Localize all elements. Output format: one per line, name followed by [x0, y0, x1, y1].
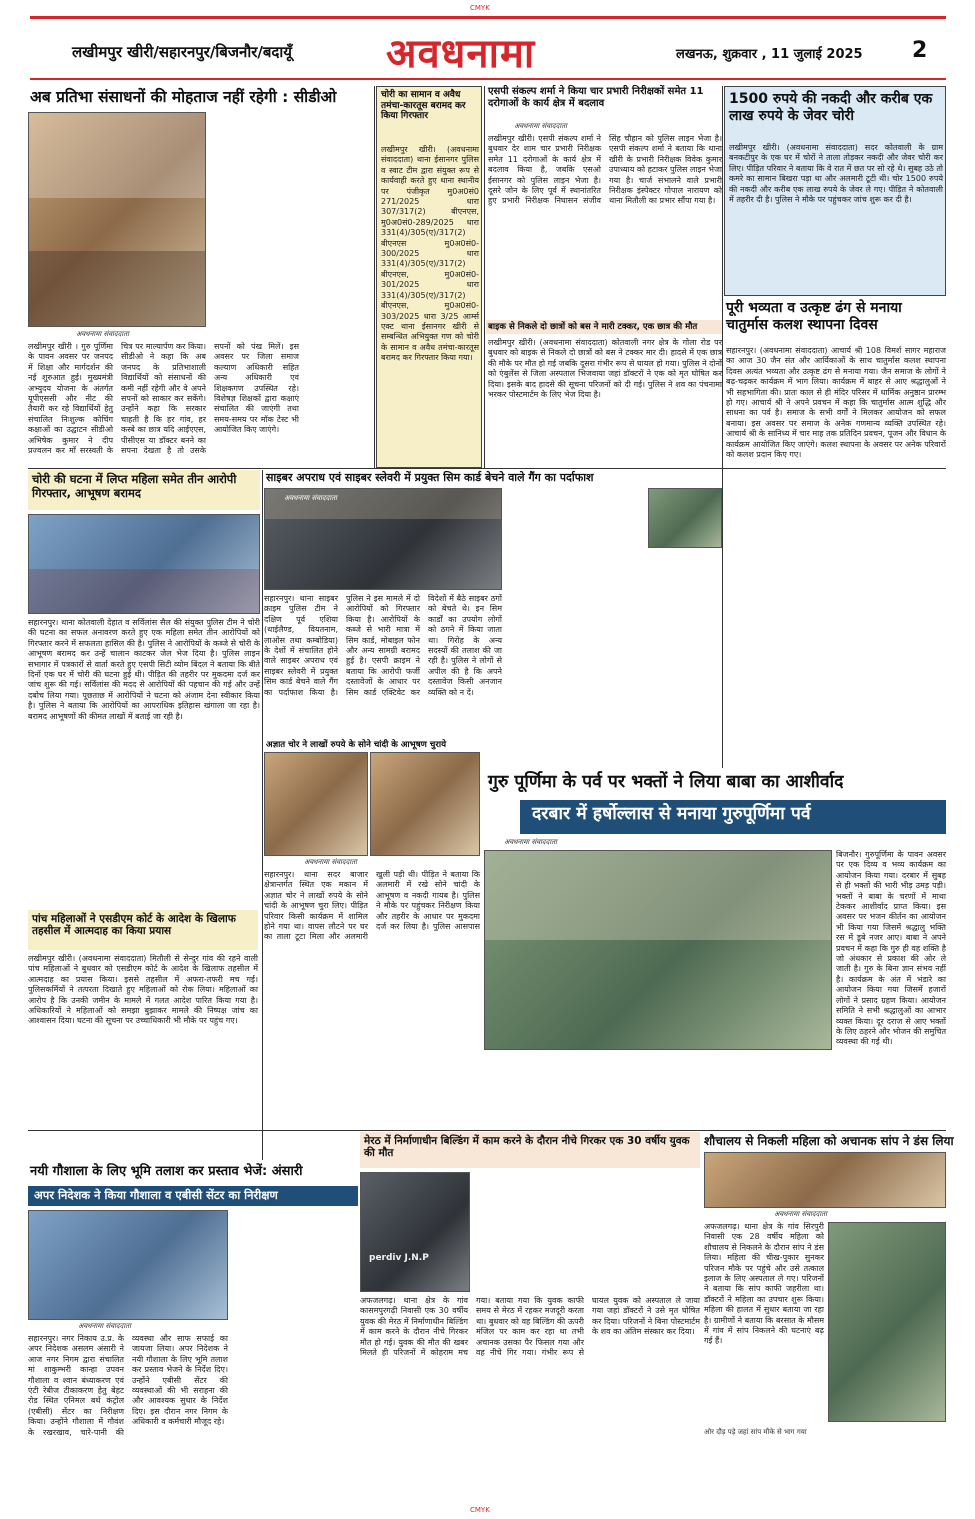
edition-label: लखीमपुर खीरी/सहारनपुर/बिजनौर/बदायूँ	[72, 43, 292, 61]
article-cyber-photo	[264, 488, 502, 590]
column-rule	[262, 470, 263, 1160]
masthead-logo	[380, 20, 600, 76]
article-jewel-headline: 1500 रुपये की नकदी और करीब एक लाख रुपये के जेवर चोरी	[729, 91, 933, 124]
article-unknown-thief-photo	[264, 752, 368, 856]
article-cdo	[28, 86, 373, 466]
article-guru-purnima	[484, 770, 946, 1130]
article-guru-headline: गुरु पूर्णिमा के पर्व पर भक्तों ने लिया बाबा का आशीर्वाद	[488, 772, 844, 792]
article-chaturmas	[724, 298, 946, 768]
column-rule	[722, 86, 723, 768]
article-gaushala	[28, 1162, 358, 1492]
article-unknown-thief	[264, 738, 480, 948]
article-bus-accident	[486, 320, 722, 468]
article-chaturmas-headline: पूरी भव्यता व उत्कृष्ट ढंग से मनाया चातुर्मास कलश स्थापना दिवस	[726, 300, 902, 333]
article-meerut-photo	[360, 1172, 470, 1292]
article-guru-body-cont	[484, 1054, 832, 1130]
article-guru-subheadline: दरबार में हर्षोल्लास से मनाया गुरुपूर्णिमा पर्व	[532, 804, 811, 824]
article-meerut-headline: मेरठ में निर्माणाधीन बिल्डिंग में काम करने के दौरान नीचे गिरकर एक 30 वर्षीय युवक की मौत	[364, 1135, 690, 1160]
article-unknown-thief-photo-2	[370, 752, 480, 856]
article-snake-body: अफजलगढ़। थाना क्षेत्र के गांव सिरपुरी निवासी एक 28 वर्षीय महिला को शौचालय से निकलने के दौरान सांप ने डंस लिया। महिला की चीख-पुकार सुनकर परिजन मौके पर पहुंचे और उसे तत्काल इलाज के लिए अस्पताल ले गए। परिजनों ने बताया कि सांप काफी जहरीला था। डॉक्टरों ने महिला का उपचार शुरू किया। महिला की हालत में सुधार बताया जा रहा है। ग्रामीणों ने बताया कि बरसात के मौसम में गांव में सांप निकलने की घटनाएं बढ़ गई हैं।	[704, 1222, 825, 1346]
article-snake-caption-2: ओर दौड़ पड़े जहां सांप मौके से भाग गया	[704, 1428, 807, 1436]
article-gaushala-body: सहारनपुर। नगर निकाय उ.प्र. के अपर निदेशक असलम अंसारी ने आज नगर निगम द्वारा संचालित मां शाकुम्भरी कान्हा उपवन गौशाला व श्वान बंध्याकरण एवं एंटी रेबीज टीकाकरण हेतु बेहट रोड स्थित एनिमल बर्थ कंट्रोल (एबीसी) सेंटर का निरीक्षण किया। उन्होंने गौशाला में गौवंश के रखरखाव, चारे-पानी की व्यवस्था और साफ सफाई का जायजा लिया। अपर निदेशक ने नयी गौशाला के लिए भूमि तलाश कर प्रस्ताव भेजने के निर्देश दिए। उन्होंने एबीसी सेंटर की व्यवस्थाओं की भी सराहना की और आवश्यक सुधार के निर्देश दिए। इस दौरान नगर निगम के अधिकारी व कर्मचारी मौजूद रहे।	[28, 1334, 228, 1437]
article-bus-headline: बाइक से निकले दो छात्रों को बस ने मारी टक्कर, एक छात्र की मौत	[488, 322, 698, 332]
article-sp-caption: अवधनामा संवाददाता	[514, 122, 567, 130]
article-cyber-body: सहारनपुर। थाना साइबर क्राइम पुलिस टीम ने दक्षिण पूर्व एशिया (थाईलैण्ड, वियतनाम, लाओस तथा कम्बोडिया) के देशों में संचालित होने वाले साइबर अपराध एवं साइबर स्लेवरी में प्रयुक्त सिम कार्ड बेचने वाले गैंग का पर्दाफाश किया है। पुलिस ने इस मामले में दो आरोपियों को गिरफ्तार किया है। आरोपियों के कब्जे से भारी मात्रा में सिम कार्ड, मोबाइल फोन और अन्य सामग्री बरामद हुई है। एसपी क्राइम ने बताया कि आरोपी फर्जी दस्तावेजों के आधार पर सिम कार्ड एक्टिवेट कर विदेशों में बैठे साइबर ठगों को बेचते थे। इन सिम कार्डों का उपयोग लोगों को ठगने में किया जाता था। गिरोह के अन्य सदस्यों की तलाश की जा रही है। पुलिस ने लोगों से अपील की है कि अपने दस्तावेज किसी अनजान व्यक्ति को न दें।	[264, 594, 502, 697]
article-arms	[376, 86, 482, 468]
article-snake-photo	[704, 1152, 946, 1208]
article-sp-headline: एसपी संकल्प शर्मा ने किया चार प्रभारी निरीक्षकों समेत 11 दरोगाओं के कार्य क्षेत्र में बदलाव	[488, 86, 704, 109]
article-woman-theft-photo	[28, 514, 260, 614]
article-cyber-body-cont	[506, 550, 722, 736]
article-meerut-death	[360, 1132, 700, 1492]
article-jewel-body: लखीमपुर खीरी। (अवधनामा संवाददाता) सदर कोतवाली के ग्राम बनकटीपुर के एक घर में चोरों ने ताला तोड़कर नकदी और जेवर चोरी कर लिए। पीड़ित परिवार ने बताया कि वे रात में छत पर सो रहे थे। सुबह उठे तो कमरे का सामान बिखरा पड़ा था और अलमारी टूटी थी। चोर 1500 रुपये की नकदी और करीब एक लाख रुपये के जेवर ले गए। पीड़ित ने कोतवाली में तहरीर दी है। पुलिस ने मौके पर पहुंचकर जांच शुरू कर दी है।	[729, 143, 943, 205]
article-gaushala-headline: नयी गौशाला के लिए भूमि तलाश कर प्रस्ताव भेजें: अंसारी	[30, 1164, 303, 1179]
horizontal-rule	[28, 468, 946, 469]
article-sp-transfer	[486, 86, 722, 318]
article-woman-theft-headline: चोरी की घटना में लिप्त महिला समेत तीन आरोपी गिरफ्तार, आभूषण बरामद	[32, 472, 237, 500]
issue-date: लखनऊ, शुक्रवार , 11 जुलाई 2025	[676, 47, 863, 62]
article-snake-caption: अवधनामा संवाददाता	[774, 1210, 827, 1218]
article-unknown-thief-body: सहारनपुर। थाना सदर बाजार क्षेत्रान्तर्गत स्थित एक मकान में अज्ञात चोर ने लाखों रुपये के सोने चांदी के आभूषण चुरा लिए। पीड़ित परिवार किसी कार्यक्रम में शामिल होने गया था। वापस लौटने पर घर का ताला टूटा मिला और अलमारी खुली पड़ी थी। पीड़ित ने बताया कि अलमारी में रखे सोने चांदी के आभूषण व नकदी गायब है। पुलिस ने मौके पर पहुंचकर निरीक्षण किया और तहरीर के आधार पर मुकदमा दर्ज कर लिया है। पुलिस आसपास	[264, 870, 480, 942]
bottom-red-rule	[30, 78, 946, 80]
article-arms-headline: चोरी का सामान व अवैध तमंचा-कारतूस बरामद कर किया गिरफ्तार	[381, 90, 466, 122]
article-guru-photo	[484, 850, 832, 1050]
article-cyber-photo-2	[648, 488, 722, 548]
article-gaushala-photo	[28, 1210, 228, 1320]
article-cdo-photo	[28, 112, 206, 327]
article-cyber-headline: साइबर अपराध एवं साइबर स्लेवरी में प्रयुक्त सिम कार्ड बेचने वाले गैंग का पर्दाफाश	[266, 471, 594, 484]
article-cdo-body: लखीमपुर खीरी । गुरु पूर्णिमा के पावन अवसर पर जनपद में शिक्षा और मार्गदर्शन की नई शुरुआत हुई। मुख्यमंत्री अभ्युदय योजना के अंतर्गत यूपीएससी और नीट की तैयारी कर रहे विद्यार्थियों हेतु संचालित निःशुल्क कोचिंग कक्षाओं का उद्घाटन सीडीओ अभिषेक कुमार ने दीप प्रज्वलन कर माँ सरस्वती के चित्र पर माल्यार्पण कर किया। सीडीओ ने कहा कि अब जनपद के प्रतिभाशाली विद्यार्थियों को संसाधनों की कमी नहीं रहेगी और वे अपने सपनों को साकार कर सकेंगे। उन्होंने कहा कि सरकार चाहती है कि हर गांव, हर कस्बे का छात्र यदि आईएएस, पीसीएस या डॉक्टर बनने का सपना देखता है तो उसके सपनों को पंख मिलें। इस अवसर पर जिला समाज कल्याण अधिकारी सहित अन्य अधिकारी एवं शिक्षकगण उपस्थित रहे। विशेषज्ञ शिक्षकों द्वारा कक्षाएं संचालित की जाएंगी तथा समय-समय पर मॉक टेस्ट भी आयोजित किए जाएंगे।	[28, 342, 299, 456]
article-cdo-caption: अवधनामा संवाददाता	[76, 330, 129, 338]
article-snake-photo-2	[828, 1222, 946, 1422]
article-unknown-thief-caption: अवधनामा संवाददाता	[304, 858, 357, 866]
article-sp-body: लखीमपुर खीरी। एसपी संकल्प शर्मा ने बुधवार देर शाम चार प्रभारी निरीक्षक समेत 11 दरोगाओं के कार्य क्षेत्र में बदलाव किया है, जबकि एसओ ईसानगर को पुलिस लाइन भेजा है। दूसरे जोन के लिए पूर्व में स्थानांतरित हुए प्रभारी निरीक्षक निघासन संजीव सिंह चौहान को पुलिस लाइन भेजा है। एसपी संकल्प शर्मा ने बताया कि थाना खीरी के प्रभारी निरीक्षक विवेक कुमार उपाध्याय को हटाकर पुलिस लाइन भेजा गया है। चार्ज संभालने वाले प्रभारी निरीक्षक इंस्पेक्टर गोपाल नारायण को थाना मितौली का प्रभार सौंपा गया है।	[488, 134, 723, 206]
article-arms-body: लखीमपुर खीरी। (अवधनामा संवाददाता) थाना ईसानगर पुलिस व स्वाट टीम द्वारा संयुक्त रूप से कार्यवाही करते हुए थाना स्थानीय पर पंजीकृत मु0अ0सं0 271/2025 धारा 307/317(2) बीएनएस, मु0अ0सं0-289/2025 धारा 331(4)/305(ए)/317(2) बीएनएस मु0अ0सं0-300/2025 धारा 331(4)/305(ए)/317(2) बीएनएस, मु0अ0सं0-301/2025 धारा 331(4)/305(ए)/317(2) बीएनएस, मु0अ0सं0-303/2025 धारा 3/25 आर्म्स एक्ट थाना ईसानगर खीरी से सम्बन्धित अभियुक्त गण को चोरी के सामान व अवैध तमंचा-कारतूस बरामद कर गिरफ्तार किया गया।	[381, 145, 479, 363]
article-bus-body: लखीमपुर खीरी। (अवधनामा संवाददाता) कोतवाली नगर क्षेत्र के गोला रोड पर बुधवार को बाइक से निकले दो छात्रों को बस ने टक्कर मार दी। हादसे में एक छात्र की मौके पर मौत हो गई जबकि दूसरा गंभीर रूप से घायल हो गया। पुलिस ने दोनों को एंबुलेंस से जिला अस्पताल भिजवाया जहां डॉक्टरों ने एक को मृत घोषित कर दिया। इसके बाद हादसे की सूचना परिजनों को दी गई। पुलिस ने शव का पंचनामा भरकर पोस्टमार्टम के लिए भेज दिया है।	[488, 338, 722, 400]
article-jewel-theft	[724, 86, 946, 296]
article-gaushala-body-cont	[232, 1210, 358, 1492]
article-cyber-gang	[264, 470, 722, 736]
article-self-immolation	[28, 910, 258, 1160]
article-chaturmas-body: सहारनपुर। (अवधनामा संवाददाता) आचार्य श्री 108 विमर्श सागर महाराज का आज 30 जैन संत और आर्यिकाओं के साथ चातुर्मास कलश स्थापना दिवस अत्यंत भव्यता और उत्कृष्ट ढंग से मनाया गया। जैन समाज के लोगों ने बढ़-चढ़कर कार्यक्रम में भाग लिया। कार्यक्रम में बाहर से आए श्रद्धालुओं ने भी सहभागिता की। प्रातः काल से ही मंदिर परिसर में धार्मिक अनुष्ठान प्रारम्भ हो गए। आचार्य श्री ने अपने प्रवचन में कहा कि चातुर्मास आत्म शुद्धि और साधना का पर्व है। समाज के सभी वर्गों ने मिलकर आयोजन को सफल बनाया। इस अवसर पर समाज के अनेक गणमान्य व्यक्ति उपस्थित रहे। आचार्य श्री के सानिध्य में चार माह तक प्रतिदिन प्रवचन, पूजन और विधान के कार्यक्रम आयोजित किए जाएंगे। कलश स्थापना के अवसर पर अनेक परिवारों को कलश प्रदान किए गए।	[726, 346, 946, 460]
article-gaushala-subheadline: अपर निदेशक ने किया गौशाला व एबीसी सेंटर का निरीक्षण	[34, 1188, 278, 1202]
article-meerut-photo-text: perdiv J.N.P	[369, 1253, 429, 1263]
top-red-rule	[30, 16, 946, 19]
article-cyber-caption: अवधनामा संवाददाता	[284, 494, 337, 502]
article-gaushala-caption: अवधनामा संवाददाता	[78, 1322, 131, 1330]
masthead	[0, 0, 975, 80]
article-cdo-body-cont	[212, 244, 372, 466]
article-unknown-thief-headline: अज्ञात चोर ने लाखों रुपये के सोने चांदी के आभूषण चुराये	[266, 740, 447, 750]
article-woman-theft-body: सहारनपुर। थाना कोतवाली देहात व सर्विलांस सैल की संयुक्त पुलिस टीम ने चोरी की घटना का सफल अनावरण करते हुए एक महिला समेत तीन आरोपियों को गिरफ्तार करने में सफलता हासिल की है। पुलिस ने आरोपियों के कब्जे से चोरी के आभूषण बरामद कर उन्हें चालान काटकर जेल भेज दिया है। पुलिस लाइन सभागार में पत्रकारों से वार्ता करते हुए एसपी सिटी व्योम बिंदल ने बताया कि बीते दिनों एक घर में चोरी की घटना हुई थी। पीड़ित की तहरीर पर मुकदमा दर्ज कर जांच शुरू की गई। सर्विलांस की मदद से आरोपियों की पहचान की गई और उन्हें दबोच लिया गया। पूछताछ में आरोपियों ने घटना को अंजाम देना स्वीकार किया है। पुलिस ने बताया कि आरोपियों का आपराधिक इतिहास खंगाला जा रहा है। बरामद आभूषणों की कीमत लाखों में बताई जा रही है।	[28, 618, 260, 721]
article-meerut-body: अफजलगढ़। थाना क्षेत्र के गांव कासमपुरगढ़ी निवासी एक 30 वर्षीय युवक की मेरठ में निर्माणाधीन बिल्डिंग में काम करने के दौरान नीचे गिरकर मौत हो गई। युवक की मौत की खबर मिलते ही परिजनों में कोहराम मच गया। बताया गया कि युवक काफी समय से मेरठ में रहकर मजदूरी करता था। बुधवार को वह बिल्डिंग की ऊपरी मंजिल पर काम कर रहा था तभी अचानक उसका पैर फिसल गया और वह नीचे गिर गया। गंभीर रूप से घायल युवक को अस्पताल ले जाया गया जहां डॉक्टरों ने उसे मृत घोषित कर दिया। परिजनों ने बिना पोस्टमार्टम के शव का अंतिम संस्कार कर दिया।	[360, 1296, 700, 1358]
article-woman-theft	[28, 470, 260, 908]
horizontal-rule	[28, 1130, 946, 1131]
column-rule	[484, 86, 485, 468]
cmyk-mark-bottom: CMYK	[470, 1506, 490, 1514]
article-snake-headline: शौचालय से निकली महिला को अचानक सांप ने डंस लिया	[704, 1134, 954, 1148]
article-self-immolation-headline: पांच महिलाओं ने एसडीएम कोर्ट के आदेश के खिलाफ तहसील में आत्मदाह का किया प्रयास	[32, 913, 236, 938]
cmyk-mark-top: CMYK	[470, 4, 490, 12]
article-snake-bite	[704, 1132, 954, 1492]
article-cdo-headline: अब प्रतिभा संसाधनों की मोहताज नहीं रहेगी : सीडीओ	[30, 88, 337, 106]
logo-text: अवधनामा	[386, 31, 536, 77]
article-guru-caption: अवधनामा संवाददाता	[504, 838, 557, 846]
article-guru-body: बिजनौर। गुरुपूर्णिमा के पावन अवसर पर एक दिव्य व भव्य कार्यक्रम का आयोजन किया गया। दरबार में सुबह से ही भक्तों की भारी भीड़ उमड़ पड़ी। भक्तों ने बाबा के चरणों में माथा टेककर आशीर्वाद प्राप्त किया। इस अवसर पर भजन कीर्तन का आयोजन भी किया गया जिसमें श्रद्धालु भक्ति रस में डूबे नजर आए। बाबा ने अपने प्रवचन में कहा कि गुरु ही वह शक्ति है जो अंधकार से प्रकाश की ओर ले जाती है। गुरु के बिना ज्ञान संभव नहीं है। कार्यक्रम के अंत में भंडारे का आयोजन किया गया जिसमें हजारों लोगों ने प्रसाद ग्रहण किया। आयोजन समिति ने सभी श्रद्धालुओं का आभार व्यक्त किया। दूर दराज से आए भक्तों के लिए ठहरने और भोजन की समुचित व्यवस्था की गई थी।	[836, 850, 946, 1047]
page-number: 2	[912, 38, 928, 63]
column-rule	[374, 86, 375, 468]
article-self-immolation-body: लखीमपुर खीरी। (अवधनामा संवाददाता) मितौली से सेन्दुर गांव की रहने वाली पांच महिलाओं ने बुधवार को एसडीएम कोर्ट के आदेश के खिलाफ तहसील में आत्मदाह का प्रयास किया। इससे तहसील में अफरा-तफरी मच गई। पुलिसकर्मियों ने तत्परता दिखाते हुए महिलाओं को रोक लिया। महिलाओं का आरोप है कि उनकी जमीन के मामले में गलत आदेश पारित किया गया है। अधिकारियों ने महिलाओं को समझा बुझाकर मामले की निष्पक्ष जांच का आश्वासन दिया। घटना की सूचना पर उच्चाधिकारी भी मौके पर पहुंच गए।	[28, 954, 258, 1026]
